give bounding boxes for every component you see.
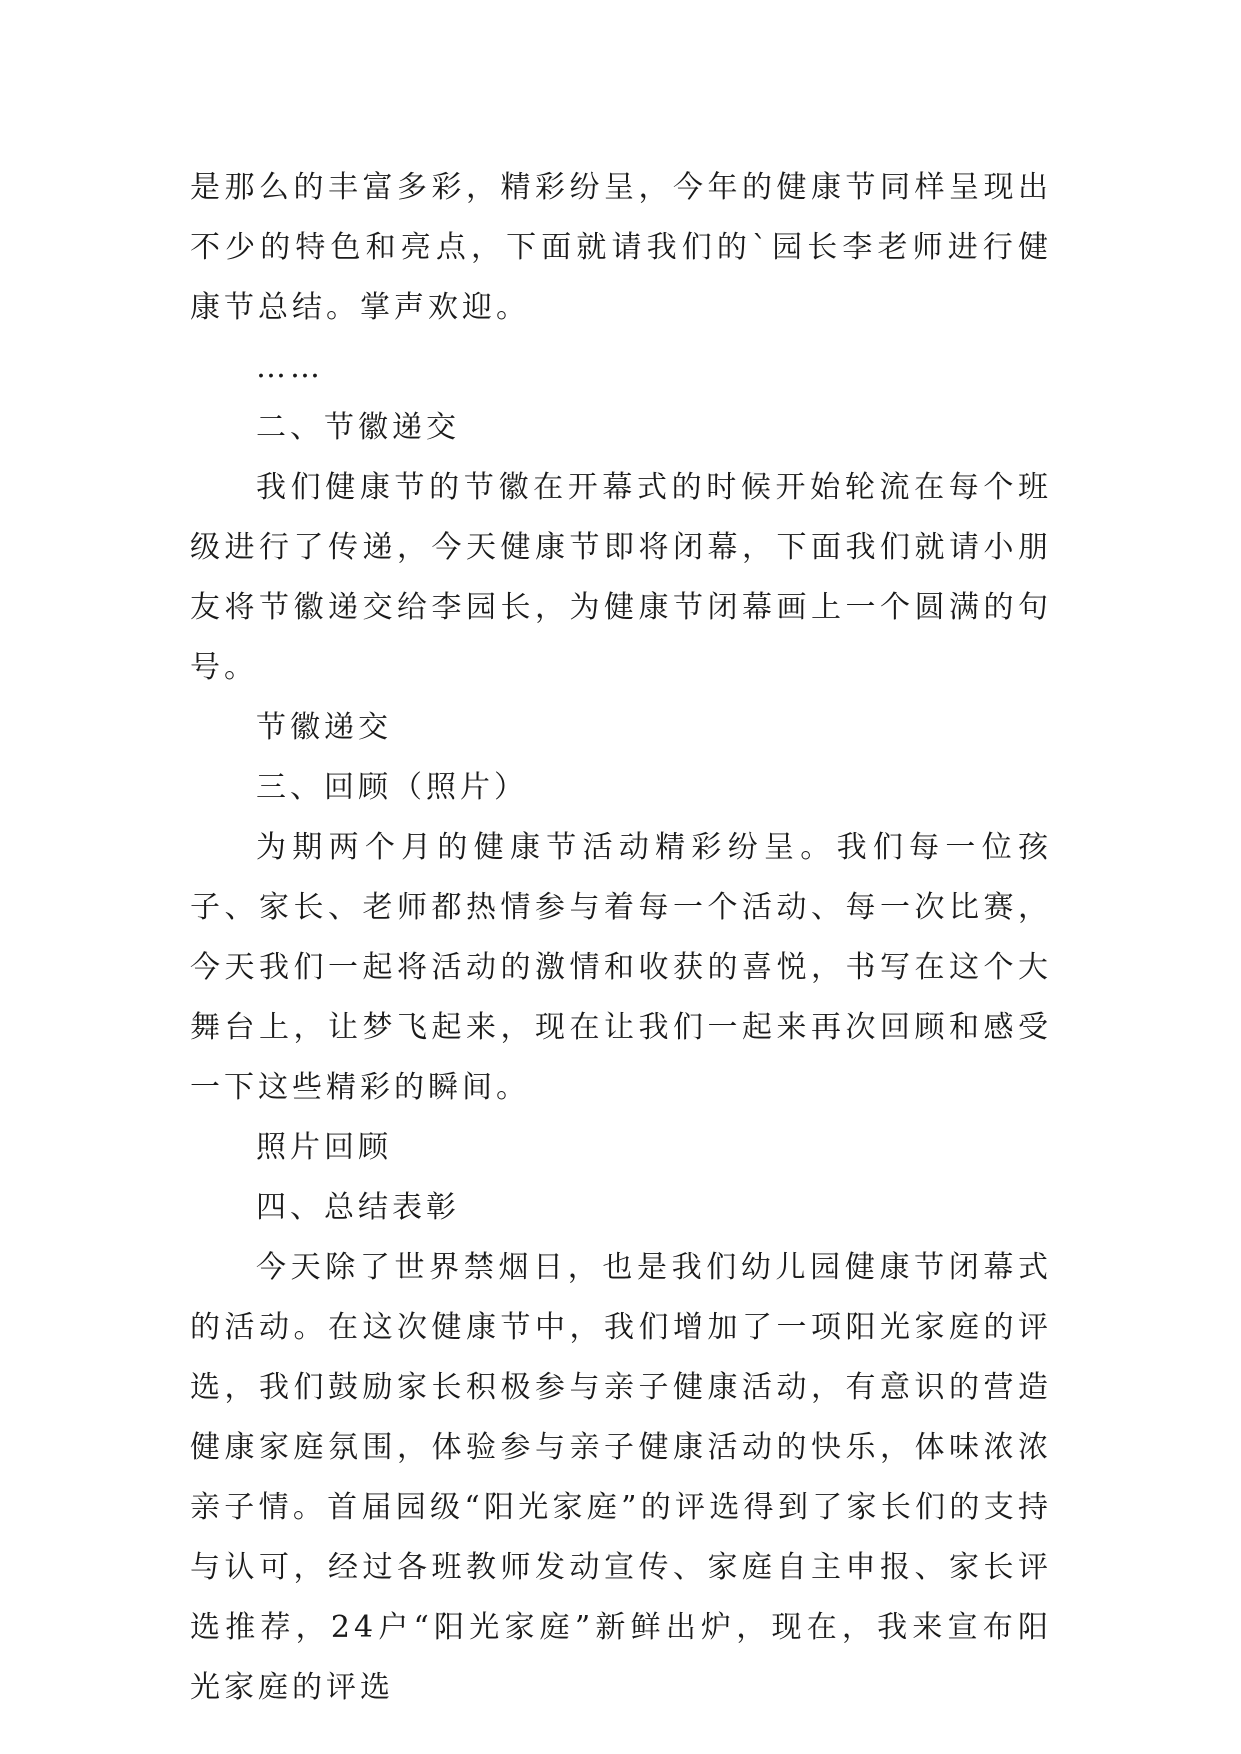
section-heading-2: 二、节徽递交 xyxy=(256,410,460,445)
paragraph-ellipsis: …… xyxy=(256,350,324,385)
paragraph-badge-handover: 我们健康节的节徽在开幕式的时候开始轮流在每个班级进行了传递，今天健康节即将闭幕，下面我们就请小朋友将节徽递交给李园长，为健康节闭幕画上一个圆满的句号。 xyxy=(190,470,1052,685)
section-heading-3: 三、回顾（照片） xyxy=(256,770,528,805)
paragraph-summary: 今天除了世界禁烟日，也是我们幼儿园健康节闭幕式的活动。在这次健康节中，我们增加了一项阳光家庭的评选，我们鼓励家长积极参与亲子健康活动，有意识的营造健康家庭氛围，体验参与亲子健康活动的快乐，体味浓浓亲子情。首届园级“阳光家庭”的评选得到了家长们的支持与认可，经过各班教师发动宣传、家庭自主申报、家长评选推荐，24户“阳光家庭”新鲜出炉，现在，我来宣布阳光家庭的评选 xyxy=(190,1250,1052,1705)
section-heading-4: 四、总结表彰 xyxy=(256,1190,460,1225)
paragraph-intro-continued: 是那么的丰富多彩，精彩纷呈，今年的健康节同样呈现出不少的特色和亮点，下面就请我们的`园长李老师进行健康节总结。掌声欢迎。 xyxy=(190,170,1052,325)
paragraph-review: 为期两个月的健康节活动精彩纷呈。我们每一位孩子、家长、老师都热情参与着每一个活动、每一次比赛，今天我们一起将活动的激情和收获的喜悦，书写在这个大舞台上，让梦飞起来，现在让我们一起来再次回顾和感受一下这些精彩的瞬间。 xyxy=(190,830,1052,1105)
stage-direction-badge: 节徽递交 xyxy=(256,710,392,745)
document-body xyxy=(190,158,1052,1718)
stage-direction-photos: 照片回顾 xyxy=(256,1130,392,1165)
